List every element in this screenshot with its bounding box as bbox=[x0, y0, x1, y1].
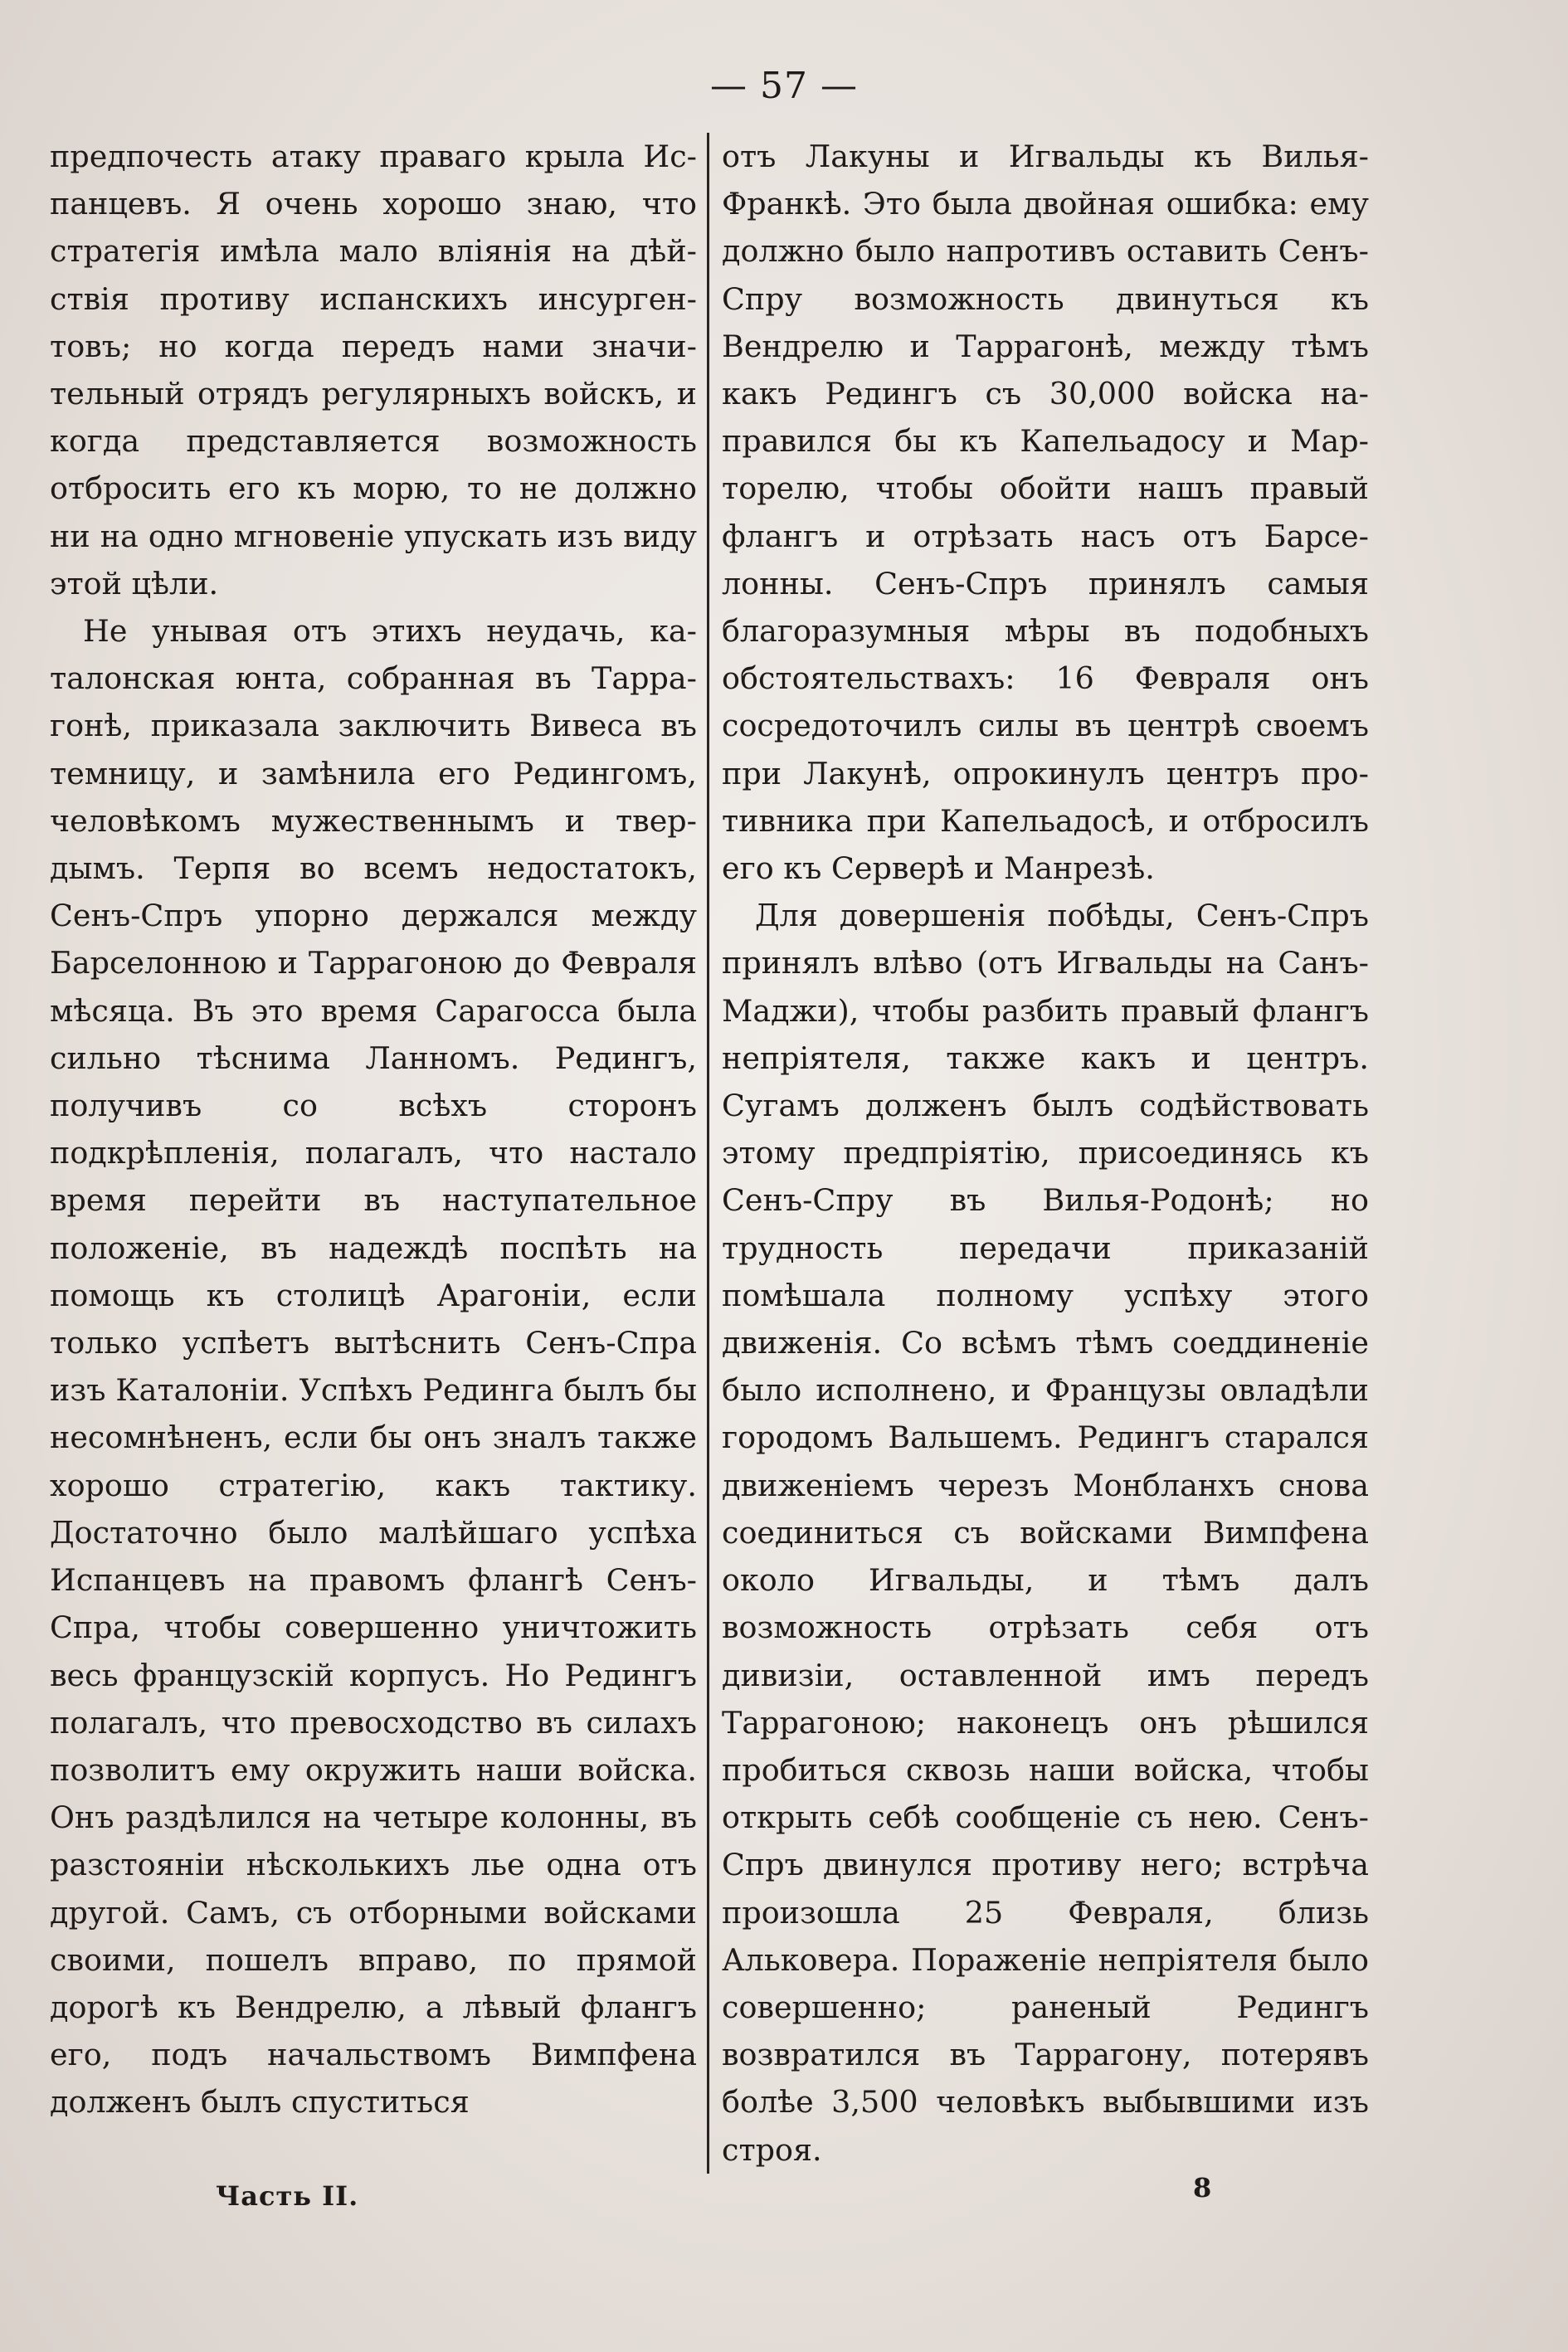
column-divider bbox=[707, 133, 709, 2174]
right-paragraph-1: отъ Лакуны и Игвальды къ Вилья-Франкѣ. Это была двойная ошибка: ему должно было напротивъ оставить Сенъ-Спру возможность двинуться къ Вендрелю и Таррагонѣ, между тѣмъ какъ Редингъ съ 30,000 войска направился бы къ Капельадосу и Марторелю, чтобы обойти нашъ правый флангъ и отрѣзать насъ отъ Барселонны. Сенъ-Спръ принялъ самыя благоразумныя мѣры въ подобныхъ обстоятельствахъ: 16 Февраля онъ сосредоточилъ силы въ центрѣ своемъ при Лакунѣ, опрокинулъ центръ противника при Капельадосѣ, и отбросилъ его къ Серверѣ и Манрезѣ. bbox=[722, 139, 1369, 887]
right-paragraph-2: Для довершенія побѣды, Сенъ-Спръ принялъ влѣво (отъ Игвальды на Санъ-Маджи), чтобы разбить правый флангъ непріятеля, также какъ и центръ. Сугамъ долженъ былъ содѣйствовать этому предпріятію, присоединясь къ Сенъ-Спру въ Вилья-Родонѣ; но трудность передачи приказаній помѣшала полному успѣху этого движенія. Со всѣмъ тѣмъ соеддиненіе было исполнено, и Французы овладѣли городомъ Вальшемъ. Редингъ старался движеніемъ черезъ Монбланхъ снова соединиться съ войсками Вимпфена около Игвальды, и тѣмъ далъ возможность отрѣзать себя отъ дивизіи, оставленной имъ передъ Таррагоною; наконецъ онъ рѣшился пробиться сквозь наши войска, чтобы открыть себѣ сообщеніе съ нею. Сенъ-Спръ двинулся противу него; встрѣча произошла 25 Февраля, близь Альковера. Пораженіе непріятеля было совершенно; раненый Редингъ возвратился въ Таррагону, потерявъ болѣе 3,500 человѣкъ выбывшими изъ строя. bbox=[722, 898, 1369, 2168]
left-paragraph-2: Не унывая отъ этихъ неудачь, каталонская юнта, собранная въ Таррагонѣ, приказала заключить Вивеса въ темницу, и замѣнила его Редингомъ, человѣкомъ мужественнымъ и твердымъ. Терпя во всемъ недостатокъ, Сенъ-Спръ упорно держался между Барселонною и Таррагоною до Февраля мѣсяца. Въ это время Сарагосса была сильно тѣснима Ланномъ. Редингъ, получивъ со всѣхъ сторонъ подкрѣпленія, полагалъ, что настало время перейти въ наступательное положеніе, въ надеждѣ поспѣть на помощь къ столицѣ Арагоніи, если только успѣетъ вытѣснить Сенъ-Спра изъ Каталоніи. Успѣхъ Рединга былъ бы несомнѣненъ, если бы онъ зналъ также хорошо стратегію, какъ тактику. Достаточно было малѣйшаго успѣха Испанцевъ на правомъ флангѣ Сенъ-Спра, чтобы совершенно уничтожить весь французскій корпусъ. Но Редингъ полагалъ, что превосходство въ силахъ позволитъ ему окружить наши войска. Онъ раздѣлился на четыре колонны, въ разстояніи нѣсколькихъ лье одна отъ другой. Самъ, съ отборными войсками своими, пошелъ вправо, по прямой дорогѣ къ Вендрелю, а лѣвый флангъ его, подъ начальствомъ Вимпфена долженъ былъ спуститься bbox=[50, 613, 697, 2121]
left-column bbox=[50, 133, 697, 2174]
right-column bbox=[722, 133, 1369, 2174]
left-paragraph-1: предпочесть атаку праваго крыла Испанцевъ. Я очень хорошо знаю, что стратегія имѣла мало вліянія на дѣйствія противу испанскихъ инсургентовъ; но когда передъ нами значительный отрядъ регулярныхъ войскъ, и когда представляется возможность отбросить его къ морю, то не должно ни на одно мгновеніе упускать изъ виду этой цѣли. bbox=[50, 139, 697, 601]
signature-mark: 8 bbox=[1193, 2172, 1212, 2203]
part-label: Часть II. bbox=[216, 2180, 359, 2212]
page-number: — 57 — bbox=[710, 65, 858, 107]
